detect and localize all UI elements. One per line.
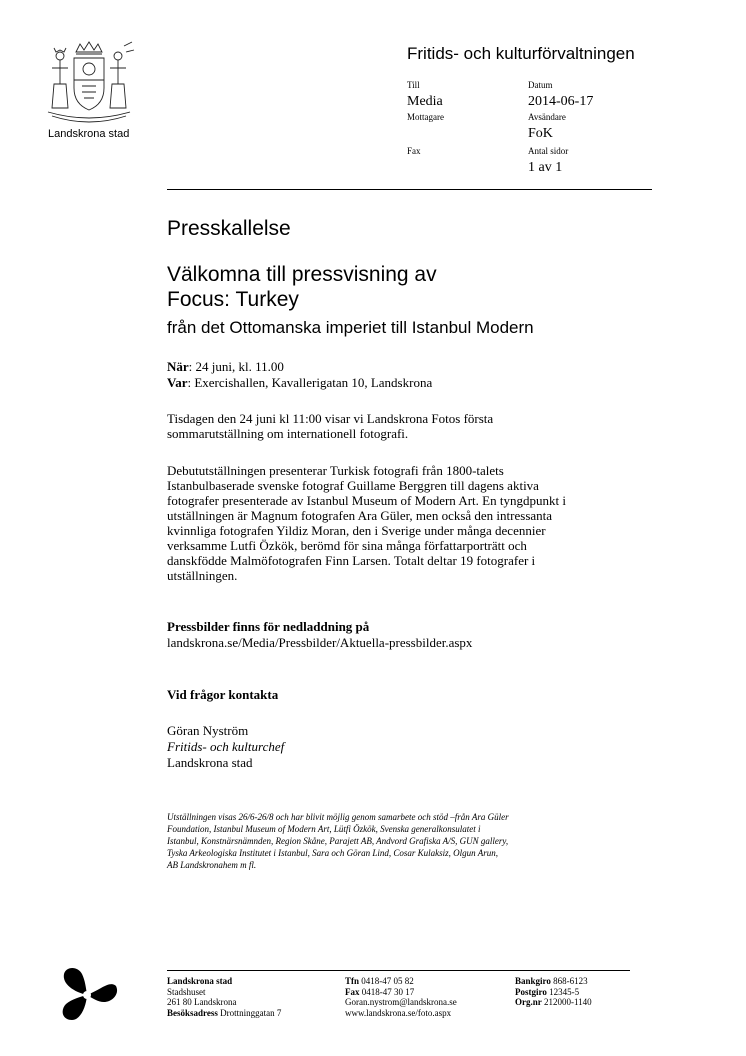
paragraph-line: utställningen är Magnum fotografen Ara Güler, men också den intressanta — [167, 508, 553, 523]
coat-of-arms-icon — [38, 38, 140, 130]
contact-title: Fritids- och kulturchef — [167, 739, 285, 754]
contact-name: Göran Nyström — [167, 723, 249, 738]
header-divider — [167, 189, 652, 190]
footer-tfn-value: 0418-47 05 82 — [359, 976, 414, 986]
avsandare-label: Avsändare — [528, 112, 566, 122]
contact-org: Landskrona stad — [167, 755, 253, 770]
footer-bankgiro-value: 868-6123 — [550, 976, 588, 986]
footer-tfn-label: Tfn — [345, 976, 360, 986]
department-name: Fritids- och kulturförvaltningen — [407, 44, 635, 63]
where-label: Var — [167, 375, 188, 390]
paragraph-line: Istanbulbaserade svenske fotograf Guillame Berggren till dagens aktiva — [167, 478, 539, 493]
fax-label: Fax — [407, 146, 421, 156]
avsandare-value: FoK — [528, 126, 553, 141]
coat-of-arms-logo — [38, 38, 140, 130]
footer-postgiro-label: Postgiro — [515, 986, 547, 997]
footer-visit-label: Besöksadress — [167, 1007, 218, 1018]
footer-orgnr-value: 212000-1140 — [541, 997, 592, 1007]
fine-print-line: AB Landskronahem m fl. — [167, 860, 257, 870]
when-label: När — [167, 359, 189, 374]
paragraph-line: sommarutställning om internationell fotografi. — [167, 426, 409, 441]
landskrona-propeller-logo — [56, 964, 118, 1026]
paragraph-line: kvinnliga fotografen Yildiz Moran, den i Sverige under många decennier — [167, 523, 546, 538]
doc-subtitle: från det Ottomanska imperiet till Istanbul Modern — [167, 318, 534, 337]
footer-org-line: Stadshuset — [167, 986, 206, 997]
press-images-heading-text: Pressbilder finns för nedladdning på — [167, 619, 370, 634]
paragraph-line: Tisdagen den 24 juni kl 11:00 visar vi Landskrona Fotos första — [167, 411, 494, 426]
footer-contact-column — [345, 976, 457, 1018]
fine-print-line: Istanbul, Konstnärsnämnden, Region Skåne, Parajett AB, Andvord Grafiska A/S, GUN gallery, — [167, 836, 509, 846]
footer-bank-column — [515, 976, 592, 1008]
fine-print-line: Tyska Arkeologiska Institutet i Istanbul, Sara och Göran Lind, Cosar Kulaksiz, Olgun Arun, — [167, 848, 499, 858]
fine-print-line: Foundation, Istanbul Museum of Modern Art, Lütfi Özkök, Svenska generalkonsulatet i — [167, 824, 481, 834]
doc-title-line1: Välkomna till pressvisning av — [167, 263, 437, 286]
doc-title-line2: Focus: Turkey — [167, 288, 299, 311]
footer-postgiro-value: 12345-5 — [546, 986, 580, 997]
footer-org-column — [167, 976, 281, 1018]
footer-org-line: 261 80 Landskrona — [167, 997, 237, 1007]
paragraph-line: verksamme Lutfi Özkök, berömd för sina många författarporträtt och — [167, 538, 527, 553]
press-images-link[interactable]: landskrona.se/Media/Pressbilder/Aktuella-pressbilder.aspx — [167, 635, 473, 650]
paragraph-line: Debututställningen presenterar Turkisk fotografi från 1800-talets — [167, 463, 504, 478]
footer-email[interactable]: Goran.nystrom@landskrona.se — [345, 997, 457, 1007]
antal-sidor-label: Antal sidor — [528, 146, 569, 156]
footer-web[interactable]: www.landskrona.se/foto.aspx — [345, 1007, 452, 1018]
till-label: Till — [407, 80, 420, 90]
sponsor-fine-print — [167, 811, 509, 871]
footer-visit-value: Drottninggatan 7 — [217, 1007, 282, 1018]
logo-caption: Landskrona stad — [48, 128, 130, 140]
where-line — [167, 375, 432, 390]
contact-heading-text: Vid frågor kontakta — [167, 687, 279, 702]
where-value: : Exercishallen, Kavallerigatan 10, Landskrona — [187, 375, 433, 390]
antal-sidor-value: 1 av 1 — [528, 160, 563, 175]
footer-org-name: Landskrona stad — [167, 976, 233, 986]
doc-heading: Presskallelse — [167, 217, 291, 240]
datum-value: 2014-06-17 — [528, 94, 594, 109]
intro-paragraph — [167, 411, 493, 441]
paragraph-line: fotografer presenterade av Istanbul Museum of Modern Art. En tyngdpunkt i — [167, 493, 566, 508]
paragraph-line: danskfödde Malmöfotografen Finn Larsen. Totalt deltar 19 fotografer i — [167, 553, 536, 568]
footer-bankgiro-label: Bankgiro — [515, 976, 551, 986]
fine-print-line: Utställningen visas 26/6-26/8 och har blivit möjlig genom samarbete och stöd –från Ara Güler — [167, 812, 509, 822]
till-value: Media — [407, 94, 443, 109]
when-value: : 24 juni, kl. 11.00 — [188, 359, 284, 374]
footer-fax-value: 0418-47 30 17 — [359, 986, 415, 997]
when-line — [167, 359, 284, 374]
mottagare-label: Mottagare — [407, 112, 444, 122]
propeller-logo-icon — [56, 964, 118, 1026]
press-images-heading — [167, 619, 369, 634]
paragraph-line: utställningen. — [167, 568, 238, 583]
footer-orgnr-label: Org.nr — [515, 997, 542, 1007]
footer-divider — [167, 970, 630, 971]
contact-heading — [167, 687, 278, 702]
description-paragraph — [167, 463, 566, 583]
footer-fax-label: Fax — [345, 986, 360, 997]
datum-label: Datum — [528, 80, 553, 90]
